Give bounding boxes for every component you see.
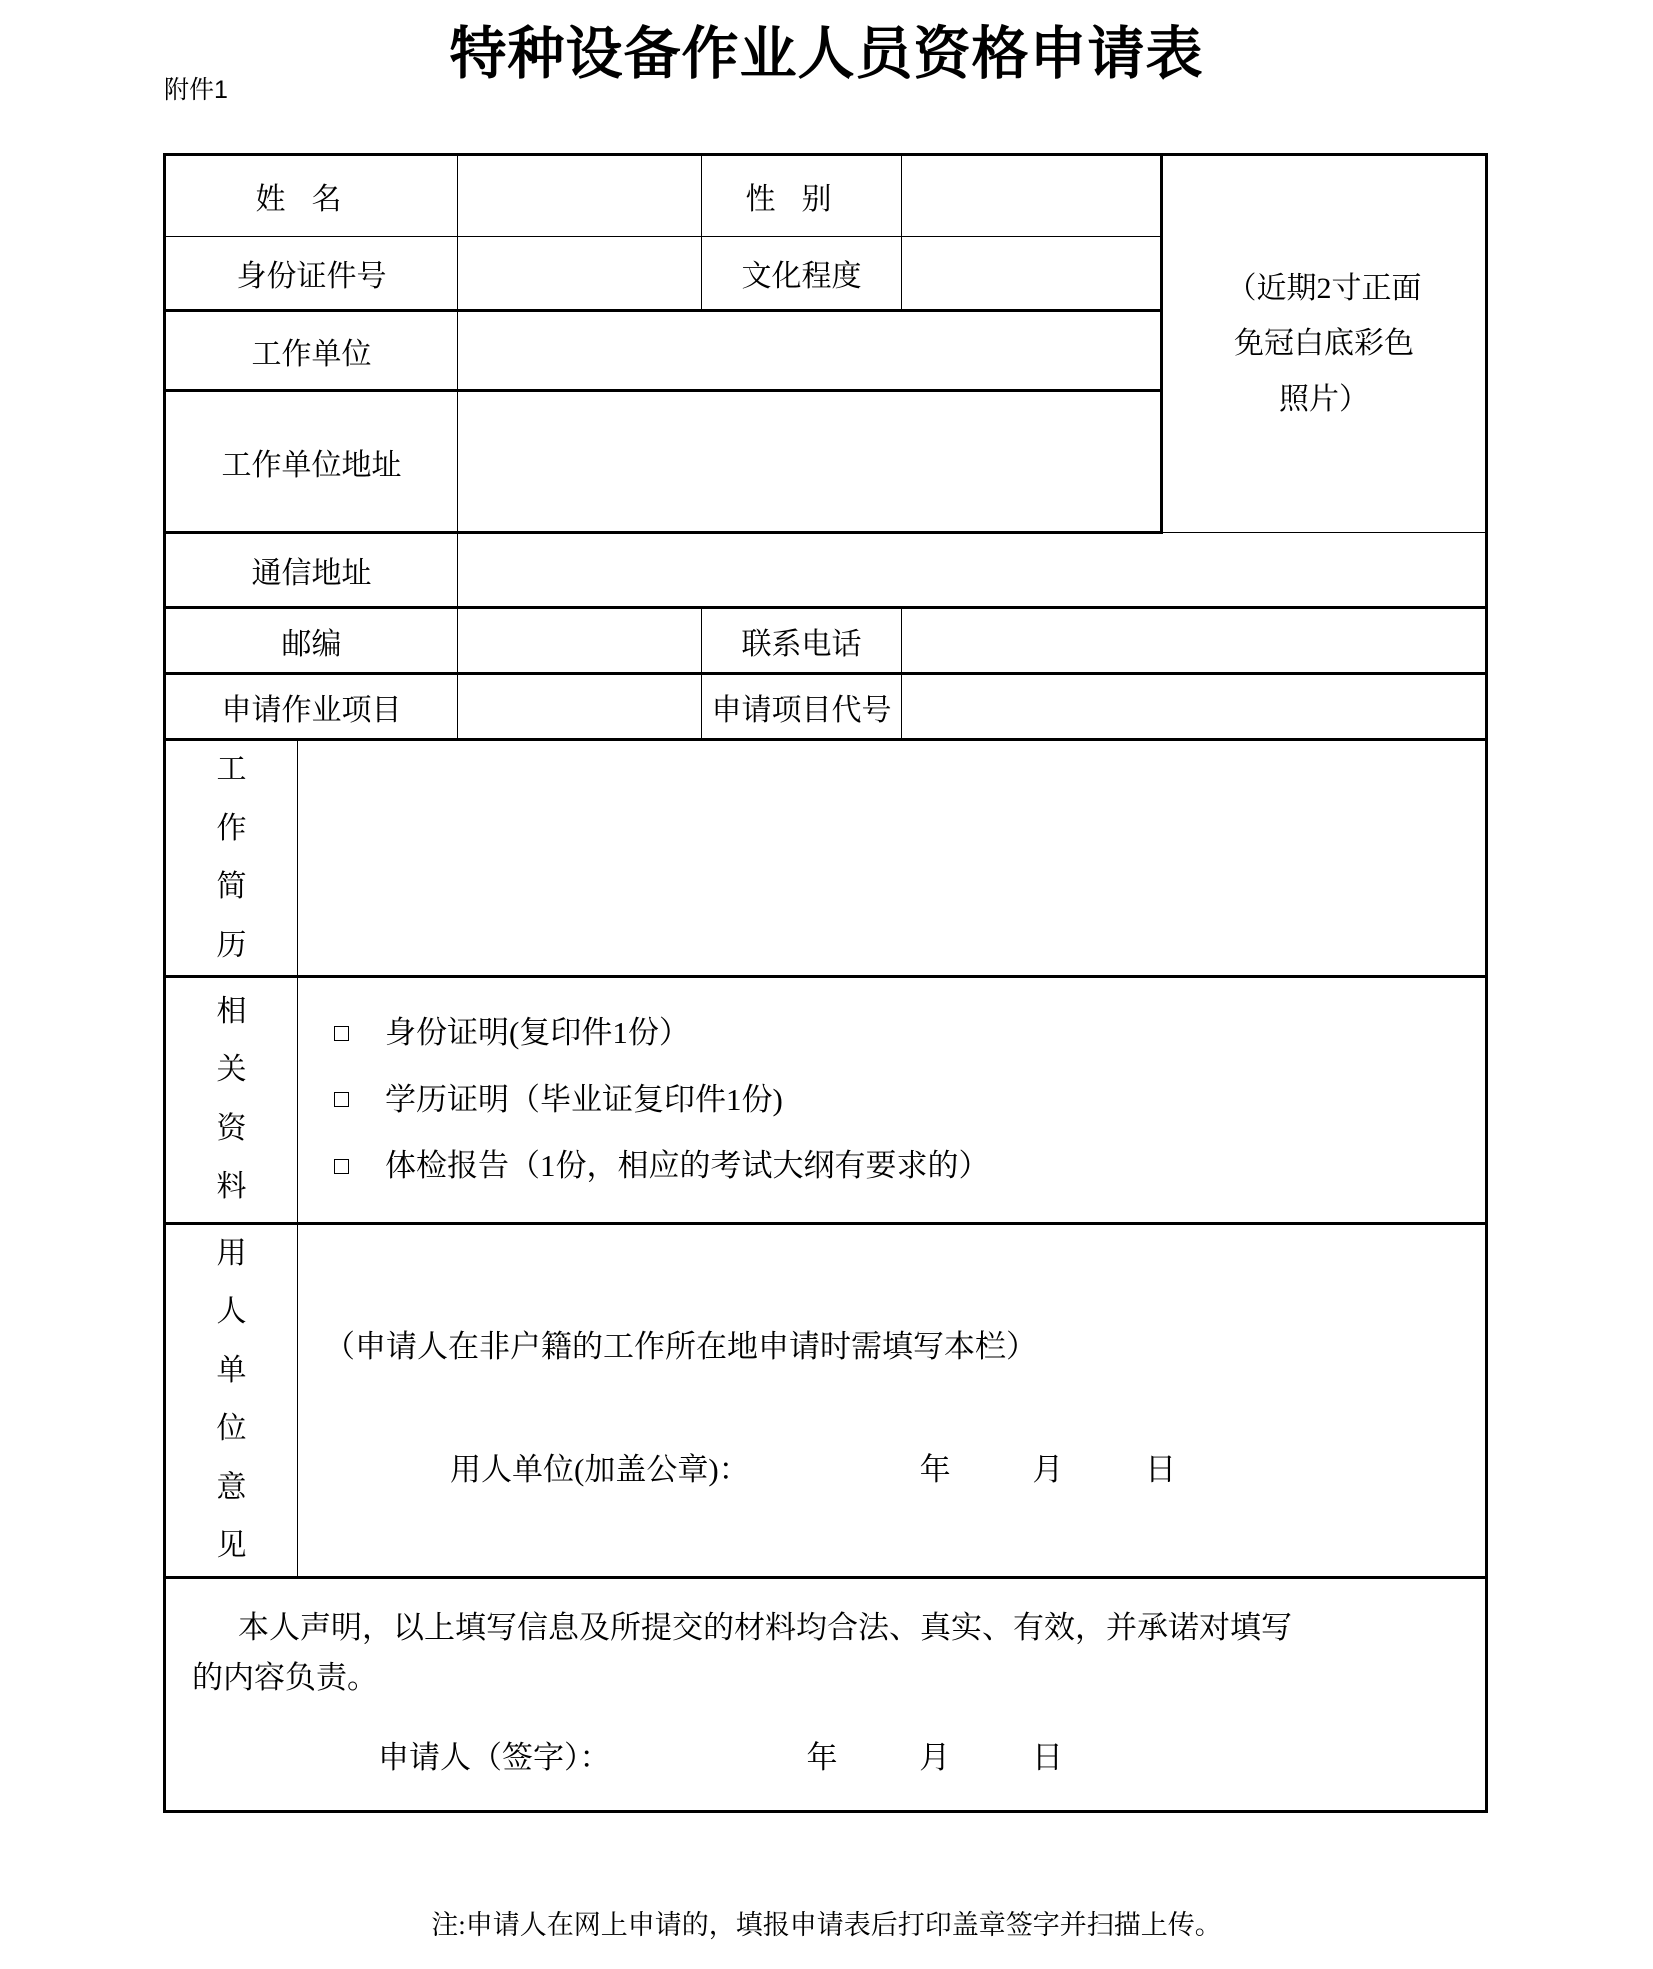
application-form-table — [163, 153, 1488, 1813]
materials-checklist — [298, 978, 1485, 1222]
work-history-char-1: 作 — [216, 811, 247, 845]
field-education[interactable] — [902, 237, 1162, 311]
employer-opinion-char-0: 用 — [216, 1236, 247, 1270]
checkbox-icon[interactable] — [334, 1092, 349, 1107]
field-phone[interactable] — [902, 608, 1487, 674]
label-project: 申请作业项目 — [165, 674, 458, 740]
year-label: 年 — [919, 1452, 951, 1488]
related-materials-char-1: 关 — [216, 1053, 247, 1087]
declaration-cell — [165, 1577, 1487, 1811]
day-label: 日 — [1145, 1452, 1177, 1488]
label-employer-opinion — [165, 1223, 298, 1577]
field-gender[interactable] — [902, 155, 1162, 237]
list-item[interactable] — [334, 1067, 1485, 1134]
employer-opinion-char-5: 见 — [216, 1529, 247, 1563]
employer-seal-line — [298, 1444, 1485, 1489]
field-employer[interactable] — [458, 311, 1162, 391]
material-item-label: 身份证明(复印件1份） — [385, 1015, 690, 1050]
material-item-label: 学历证明（毕业证复印件1份) — [385, 1081, 783, 1117]
footer-note: 注:申请人在网上申请的，填报申请表后打印盖章签字并扫描上传。 — [431, 1910, 1222, 1940]
table-row-name — [165, 155, 1487, 237]
table-row-employer-opinion — [165, 1223, 1487, 1577]
photo-text-line-2: 免冠白底彩色 — [1234, 327, 1414, 361]
employer-opinion-char-2: 单 — [216, 1353, 247, 1387]
photo-placeholder-cell — [1162, 155, 1487, 533]
label-postcode: 邮编 — [165, 608, 458, 674]
employer-opinion-body — [298, 1281, 1485, 1519]
label-work-history — [165, 740, 298, 977]
month-label: 月 — [919, 1740, 951, 1776]
employer-date-line[interactable] — [920, 1444, 1177, 1489]
employer-opinion-char-1: 人 — [216, 1295, 247, 1329]
label-project-code: 申请项目代号 — [702, 674, 902, 740]
year-label: 年 — [806, 1740, 838, 1776]
label-name: 姓名 — [165, 155, 458, 237]
declaration-line-2: 的内容负责。 — [192, 1660, 378, 1696]
day-label: 日 — [1032, 1740, 1063, 1776]
work-history-char-0: 工 — [216, 753, 247, 786]
table-row-project — [165, 674, 1487, 740]
photo-text-line-3: 照片） — [1279, 382, 1369, 416]
applicant-signature-line — [192, 1733, 1459, 1783]
checkbox-icon[interactable] — [334, 1026, 349, 1041]
employer-opinion-char-4: 意 — [216, 1470, 247, 1504]
label-related-materials — [165, 977, 298, 1224]
month-label: 月 — [1032, 1452, 1064, 1488]
related-materials-cell — [298, 977, 1487, 1224]
declaration-block — [166, 1579, 1485, 1810]
related-materials-char-2: 资 — [216, 1111, 247, 1145]
field-project[interactable] — [458, 674, 702, 740]
label-employer: 工作单位 — [165, 311, 458, 391]
table-row-postcode — [165, 608, 1487, 674]
field-mail-address[interactable] — [458, 533, 1487, 608]
checkbox-icon[interactable] — [334, 1159, 349, 1174]
label-employer-address: 工作单位地址 — [165, 391, 458, 533]
employer-opinion-cell[interactable] — [298, 1223, 1487, 1577]
table-row-mail-address — [165, 533, 1487, 608]
employer-seal-label: 用人单位(加盖公章)： — [450, 1452, 750, 1488]
applicant-signature-label: 申请人（签字）： — [378, 1740, 611, 1776]
label-gender: 性别 — [702, 155, 902, 237]
related-materials-char-0: 相 — [216, 994, 247, 1028]
field-postcode[interactable] — [458, 608, 702, 674]
work-history-char-3: 历 — [216, 928, 247, 962]
field-work-history[interactable] — [298, 740, 1487, 977]
field-name[interactable] — [458, 155, 702, 237]
list-item[interactable] — [334, 1133, 1485, 1200]
label-mail-address: 通信地址 — [165, 533, 458, 608]
related-materials-char-3: 料 — [216, 1170, 247, 1204]
employer-opinion-char-3: 位 — [216, 1412, 247, 1446]
list-item[interactable] — [334, 1000, 1485, 1067]
photo-text-line-1: （近期2寸正面 — [1226, 271, 1422, 305]
table-row-related-materials — [165, 977, 1487, 1224]
material-item-label: 体检报告（1份，相应的考试大纲有要求的） — [385, 1148, 990, 1184]
table-row-declaration — [165, 1577, 1487, 1811]
attachment-number: 附件1 — [164, 76, 228, 104]
work-history-char-2: 简 — [216, 870, 247, 903]
field-project-code[interactable] — [902, 674, 1487, 740]
label-phone: 联系电话 — [702, 608, 902, 674]
label-id-number: 身份证件号 — [165, 237, 458, 311]
field-employer-address[interactable] — [458, 391, 1162, 533]
label-education: 文化程度 — [702, 237, 902, 311]
table-row-work-history — [165, 740, 1487, 977]
page-title: 特种设备作业人员资格申请表 — [449, 22, 1204, 86]
declaration-line-1: 本人声明，以上填写信息及所提交的材料均合法、真实、有效，并承诺对填写 — [238, 1609, 1292, 1645]
employer-opinion-note: （申请人在非户籍的工作所在地申请时需填写本栏） — [324, 1329, 1037, 1365]
field-id-number[interactable] — [458, 237, 702, 311]
applicant-date-line[interactable] — [807, 1733, 1064, 1783]
